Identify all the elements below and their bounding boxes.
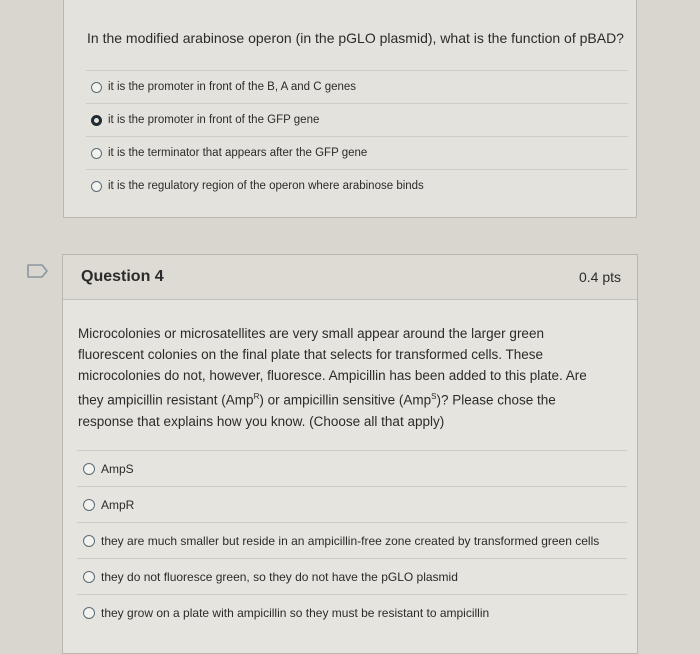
radio-button[interactable] bbox=[83, 607, 95, 619]
answer-option[interactable] bbox=[77, 558, 627, 594]
answer-option[interactable] bbox=[77, 522, 627, 558]
question-3-card bbox=[63, 0, 637, 218]
radio-button[interactable] bbox=[83, 463, 95, 475]
answer-option[interactable] bbox=[86, 103, 628, 136]
question-4-text bbox=[78, 323, 623, 432]
answer-label: it is the regulatory region of the operon where arabinose binds bbox=[108, 180, 424, 192]
answer-label: it is the promoter in front of the GFP gene bbox=[108, 114, 320, 126]
question-title: Question 4 bbox=[81, 268, 164, 285]
answer-option[interactable] bbox=[86, 169, 628, 202]
question-3-answers bbox=[64, 70, 636, 202]
question-text-line: fluorescent colonies on the final plate that selects for transformed cells. These bbox=[78, 347, 543, 362]
radio-button[interactable] bbox=[91, 82, 102, 93]
question-points: 0.4 pts bbox=[578, 269, 621, 285]
question-text-line: they ampicillin resistant (Amp$^R$) or ampicillin sensitive (Amp$^S$)? Please chose the bbox=[78, 392, 556, 408]
answer-label: they do not fluoresce green, so they do not have the pGLO plasmid bbox=[101, 569, 458, 584]
question-3-text: In the modified arabinose operon (in the pGLO plasmid), what is the function of pBAD? bbox=[87, 30, 624, 46]
question-4-card bbox=[62, 254, 638, 654]
question-header bbox=[63, 255, 637, 300]
answer-option[interactable] bbox=[77, 450, 627, 486]
answer-label: it is the terminator that appears after the GFP gene bbox=[108, 147, 368, 159]
answer-option[interactable] bbox=[86, 70, 628, 103]
radio-button[interactable] bbox=[83, 571, 95, 583]
question-text-line: response that explains how you know. (Choose all that apply) bbox=[78, 413, 445, 429]
question-text-line: Microcolonies or microsatellites are very small appear around the larger green bbox=[78, 326, 544, 341]
radio-button-selected[interactable] bbox=[91, 115, 102, 126]
question-4-answers bbox=[63, 450, 637, 630]
flag-question-icon[interactable] bbox=[27, 264, 49, 278]
radio-button[interactable] bbox=[91, 148, 102, 159]
radio-button[interactable] bbox=[91, 181, 102, 192]
radio-button[interactable] bbox=[83, 535, 95, 547]
answer-label: AmpR bbox=[101, 497, 135, 512]
answer-label: AmpS bbox=[101, 461, 134, 476]
answer-option[interactable] bbox=[77, 594, 627, 630]
question-text-line: microcolonies do not, however, fluoresce. Ampicillin has been added to this plate. Are bbox=[78, 368, 587, 383]
answer-option[interactable] bbox=[77, 486, 627, 522]
answer-label: it is the promoter in front of the B, A and C genes bbox=[108, 81, 357, 93]
answer-label: they are much smaller but reside in an ampicillin-free zone created by transformed green cells bbox=[101, 533, 600, 548]
answer-label: they grow on a plate with ampicillin so they must be resistant to ampicillin bbox=[101, 605, 490, 620]
answer-option[interactable] bbox=[86, 136, 628, 169]
radio-button[interactable] bbox=[83, 499, 95, 511]
